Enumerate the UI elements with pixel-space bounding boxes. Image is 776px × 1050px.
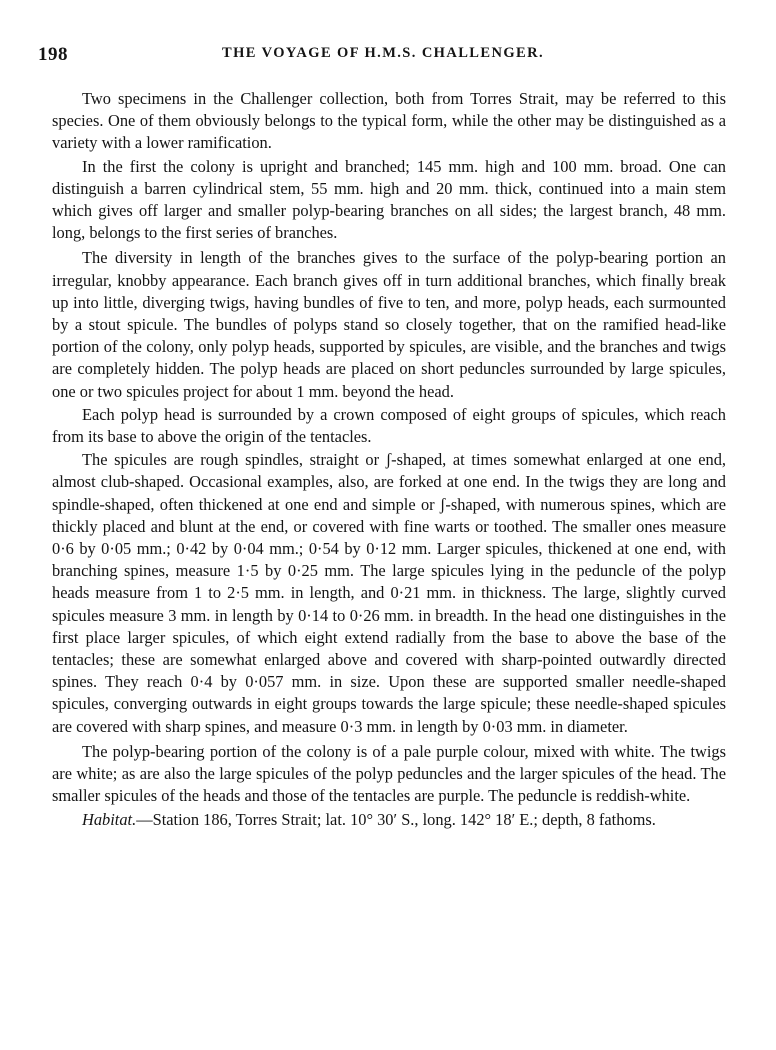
paragraph-colour: The polyp-bearing portion of the colony is of a pale purple colour, mixed with white. The twigs are white; as are also the large spicules of the polyp peduncles and the larger spicules of the head. The smaller spicules of the heads and those of the tentacles are purple. The peduncle is reddish-white. [52,741,726,806]
habitat-text: —Station 186, Torres Strait; lat. 10° 30′ S., long. 142° 18′ E.; depth, 8 fathoms. [136,809,656,829]
page-number: 198 [38,44,68,65]
paragraph-spicules: The spicules are rough spindles, straight or ʃ-shaped, at times somewhat enlarged at one end, almost club-shaped. Occasional examples, also, are forked at one end. In the twigs they are long and spindle-shaped, often thickened at one end and simple or ʃ-shaped, with numerous spines, which are thickly placed and blunt at the end, or covered with fine warts or toothed. The smaller ones measure 0·6 by 0·05 mm.; 0·42 by 0·04 mm.; 0·54 by 0·12 mm. Larger spicules, thickened at one end, with branching spines, measure 1·5 by 0·25 mm. The large spicules lying in the peduncle of the polyp heads measure from 1 to 2·5 mm. in length, and 0·21 mm. in thickness. The large, slightly curved spicules measure 3 mm. in length by 0·14 to 0·26 mm. in breadth. In the head one distinguishes in the first place larger spicules, of which eight extend radially from the base to above the base of the tentacles; these are somewhat enlarged above and covered with sharp-pointed outwardly directed spines. They reach 0·4 by 0·057 mm. in size. Upon these are supported smaller needle-shaped spicules, converging outwards in eight groups towards the large spicule; these needle-shaped spicules are covered with sharp spines, and measure 0·3 mm. in length by 0·03 mm. in diameter. [52,450,726,736]
paragraph-branch-diversity: The diversity in length of the branches gives to the surface of the polyp-bearing portion an irregular, knobby appearance. Each branch gives off in turn additional branches, which finally break up into little, diverging twigs, having bundles of five to ten, and more, polyp heads, each surmounted by a stout spicule. The bundles of polyps stand so closely together, that on the ramified head-like portion of the colony, only polyp heads, supported by spicules, are visible, and the branches and twigs are completely hidden. The polyp heads are placed on short peduncles surrounded by large spicules, one or two spicules project for about 1 mm. beyond the head. [52,248,726,401]
running-title: THE VOYAGE OF H.M.S. CHALLENGER. [222,45,544,61]
paragraph-polyp-crown: Each polyp head is surrounded by a crown composed of eight groups of spicules, which reach from its base to above the origin of the tentacles. [52,404,726,447]
paragraph-specimens: Two specimens in the Challenger collection, both from Torres Strait, may be referred to this species. One of them obviously belongs to the typical form, while the other may be distinguished as a variety with a lower ramification. [52,89,726,153]
body-text [52,88,726,832]
paragraph-colony-form: In the first the colony is upright and branched; 145 mm. high and 100 mm. broad. One can distinguish a barren cylindrical stem, 55 mm. high and 20 mm. thick, continued into a main stem which gives off larger and smaller polyp-bearing branches on all sides; the largest branch, 48 mm. long, belongs to the first series of branches. [52,156,726,243]
page-header [38,44,728,66]
habitat-label: Habitat. [82,809,137,829]
paragraph-habitat [52,809,726,831]
